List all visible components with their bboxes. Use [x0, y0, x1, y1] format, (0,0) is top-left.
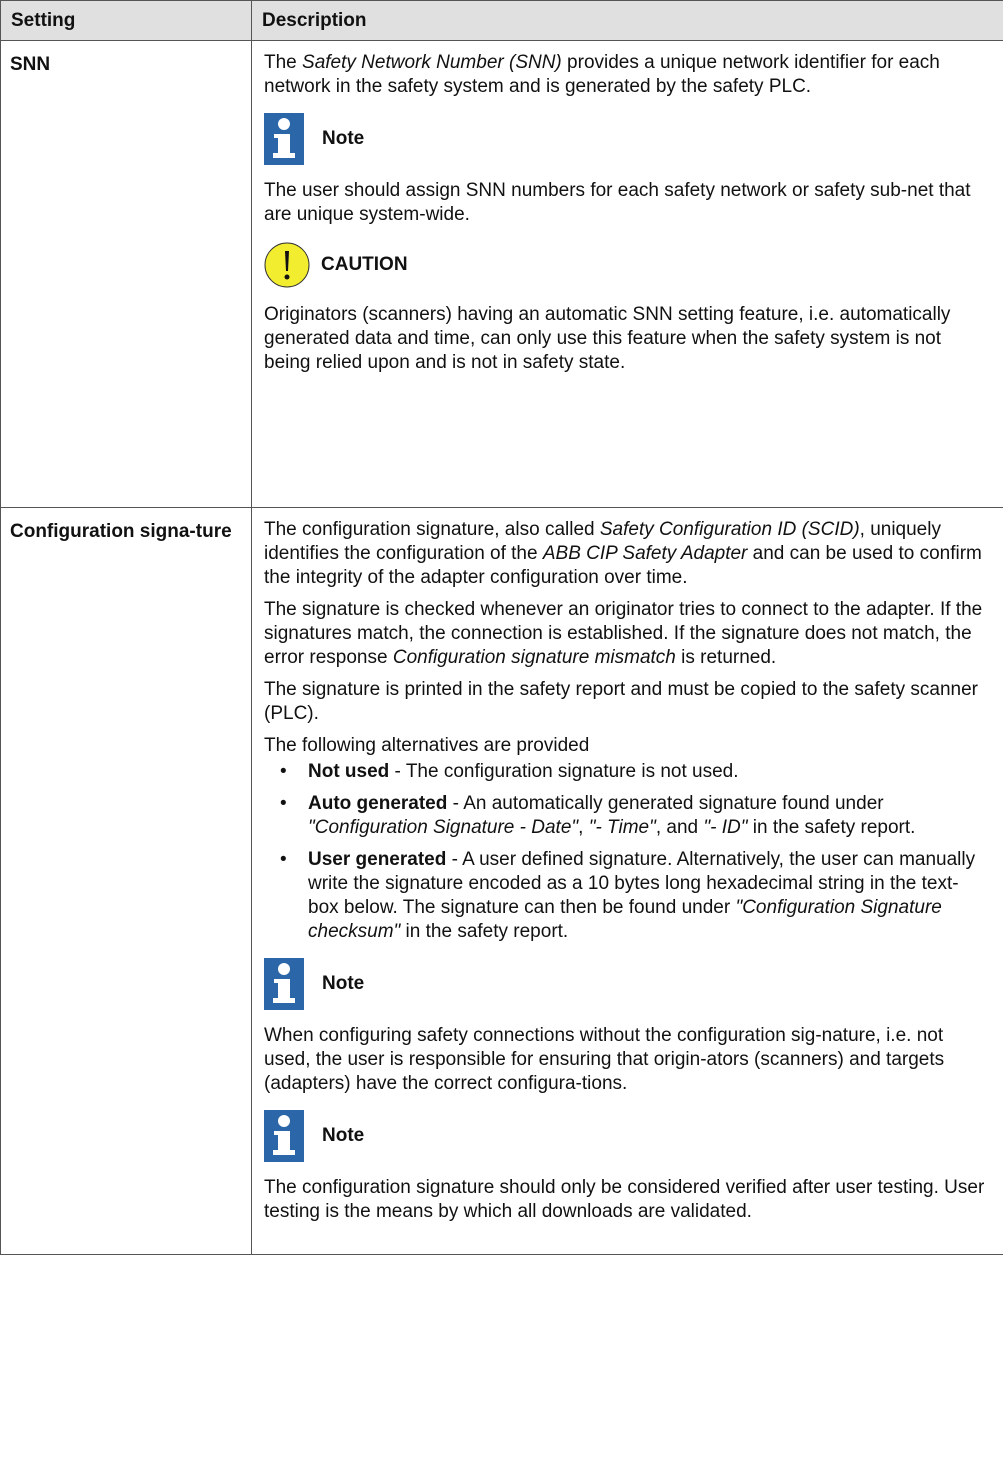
list-item: • User generated - A user defined signature. Alternatively, the user can manually write the signature encoded as a 10 bytes long hexadecimal string in the text-box below. The signature can then be found under "Configuration Signature checksum" in the safety report.: [280, 849, 976, 942]
config-note-text-1: When configuring safety connections without the configuration sig-nature, i.e. not used, the user is responsible for ensuring that origin-ators (scanners) and targets (adapters) have the correct configura-tions.: [264, 1025, 945, 1094]
list-item: • Not used - The configuration signature is not used.: [280, 761, 739, 782]
header-description: Description: [252, 1, 1003, 41]
config-note-label-1: Note: [322, 973, 365, 994]
config-note-text-2: The configuration signature should only be considered verified after user testing. User testing is the means by which all downloads are validated.: [264, 1177, 985, 1222]
description-config-signature: [252, 508, 1003, 1255]
bullet: •: [280, 793, 287, 814]
config-paragraph-2: The signature is checked whenever an originator tries to connect to the adapter. If the signatures match, the connection is established. If the signature does not match, the error response Configuration signature mismatch is returned.: [264, 599, 983, 668]
alternatives-list: [264, 760, 985, 944]
snn-note-label: Note: [322, 128, 365, 149]
snn-caution-text: Originators (scanners) having an automatic SNN setting feature, i.e. automatically generated data and time, can only use this feature when the safety system is not being relied upon and is not in safety state.: [264, 304, 951, 373]
snn-paragraph: The Safety Network Number (SNN) provides a unique network identifier for each network in the safety system and is generated by the safety PLC.: [264, 52, 940, 97]
setting-config-signature: Configuration signa-ture: [1, 508, 252, 1255]
info-note-icon: [264, 958, 304, 1010]
snn-caution-label: CAUTION: [321, 254, 408, 275]
snn-note-block: [264, 113, 985, 165]
table-row-snn: [1, 41, 1003, 508]
bullet: •: [280, 761, 287, 782]
config-note-block-1: [264, 958, 985, 1010]
setting-snn: SNN: [1, 41, 252, 508]
bullet: •: [280, 849, 287, 870]
table-row-config-signature: [1, 508, 1003, 1255]
config-paragraph-4: The following alternatives are provided: [264, 735, 590, 756]
description-snn: [252, 41, 1003, 508]
config-paragraph-1: The configuration signature, also called Safety Configuration ID (SCID), uniquely identifies the configuration of the ABB CIP Safety Adapter and can be used to confirm the integrity of the adapter configuration over time.: [264, 519, 982, 588]
caution-icon: [263, 241, 311, 289]
config-note-block-2: [264, 1110, 985, 1162]
list-item: • Auto generated - An automatically generated signature found under "Configuration Signature - Date", "- Time", and "- ID" in the safety report.: [280, 793, 916, 838]
snn-caution-block: [264, 241, 985, 289]
config-note-label-2: Note: [322, 1125, 365, 1146]
snn-note-text: The user should assign SNN numbers for each safety network or safety sub-net that are unique system-wide.: [264, 180, 971, 225]
table-header-row: [1, 1, 1003, 41]
header-setting: Setting: [1, 1, 252, 41]
config-paragraph-3: The signature is printed in the safety report and must be copied to the safety scanner (PLC).: [264, 679, 978, 724]
info-note-icon: [264, 1110, 304, 1162]
info-note-icon: [264, 113, 304, 165]
